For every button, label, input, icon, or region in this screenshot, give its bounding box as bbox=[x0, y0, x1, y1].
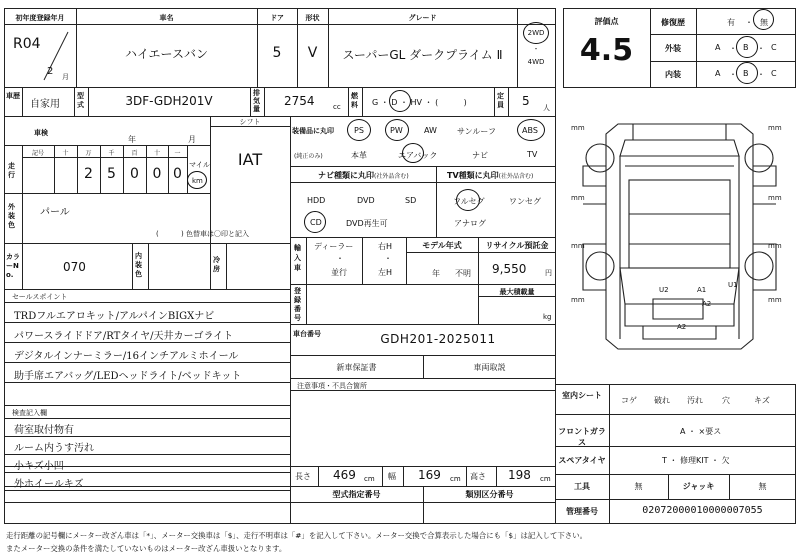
equip-aw: AW bbox=[424, 126, 437, 135]
recycle-unit: 円 bbox=[545, 269, 552, 277]
ac-label: 冷房 bbox=[213, 256, 220, 273]
divider bbox=[4, 24, 556, 25]
recycle-label: リサイクル預託金 bbox=[485, 241, 549, 250]
equip-airbag-circle bbox=[402, 143, 424, 163]
divider bbox=[650, 61, 796, 62]
class-label: 類別区分番号 bbox=[465, 490, 514, 499]
import-dot-2: ・ bbox=[384, 254, 392, 263]
control-value: 02072000010000007055 bbox=[642, 505, 763, 516]
import-dealer: ディーラー bbox=[314, 242, 354, 251]
recycle-value: 9,550 bbox=[492, 262, 527, 276]
divider bbox=[4, 382, 290, 383]
divider bbox=[4, 289, 290, 290]
divider bbox=[306, 237, 307, 284]
sales-point-item: TRDフルエアロキット/アルパインBIGXナビ bbox=[14, 311, 215, 322]
import-rh: 右H bbox=[378, 242, 393, 251]
mileage-km: km bbox=[192, 177, 203, 185]
exterior-label: 外装 bbox=[665, 44, 681, 53]
usage-value: 自家用 bbox=[30, 99, 60, 110]
divider bbox=[264, 87, 265, 116]
divider bbox=[517, 8, 518, 87]
svg-text:mm: mm bbox=[768, 124, 782, 132]
interior-item: キズ bbox=[754, 396, 770, 405]
equipment-label: 装備品に丸印 bbox=[292, 127, 334, 135]
divider bbox=[318, 466, 319, 486]
length-value: 469 bbox=[333, 468, 356, 482]
height-value: 198 bbox=[508, 468, 531, 482]
spare-value: T ・ 修理KIT ・ 欠 bbox=[662, 456, 730, 465]
divider bbox=[187, 145, 188, 193]
model-year-label: モデル年式 bbox=[422, 241, 462, 250]
divider bbox=[22, 87, 23, 116]
divider bbox=[4, 362, 290, 363]
divider bbox=[4, 466, 556, 467]
equip-airbag: エアバック bbox=[398, 151, 438, 160]
divider bbox=[290, 116, 291, 466]
width-label: 幅 bbox=[388, 472, 396, 481]
sales-points-label: セールスポイント bbox=[12, 293, 68, 301]
inspector-notes-label: 検査記入欄 bbox=[12, 409, 47, 417]
interior-a: A bbox=[715, 69, 721, 78]
color-value: パール bbox=[40, 207, 70, 218]
divider bbox=[132, 243, 133, 289]
divider bbox=[4, 243, 290, 244]
capacity-value: 5 bbox=[522, 94, 530, 108]
mileage-km-circle bbox=[187, 171, 207, 189]
equip-sunroof: サンルーフ bbox=[457, 127, 496, 136]
chassis-value: GDH201-2025011 bbox=[380, 332, 496, 346]
repair-yes: 有 bbox=[727, 18, 735, 27]
equip-leather: 本革 bbox=[351, 151, 367, 160]
repair-dot: ・ bbox=[745, 18, 753, 27]
drive-4wd: 4WD bbox=[527, 58, 545, 66]
height-unit: cm bbox=[540, 475, 551, 483]
navi-cd: CD bbox=[310, 218, 322, 227]
chassis-label: 車台番号 bbox=[293, 330, 321, 338]
navi-dvd: DVD bbox=[357, 196, 375, 205]
divider bbox=[290, 324, 556, 325]
divider bbox=[650, 34, 796, 35]
divider bbox=[306, 284, 307, 324]
mileage-digit: 5 bbox=[107, 166, 116, 182]
inspection-month: 月 bbox=[188, 135, 196, 144]
model-value: 3DF-GDH201V bbox=[125, 94, 213, 108]
divider bbox=[436, 166, 437, 237]
divider bbox=[22, 157, 187, 158]
divider bbox=[290, 166, 556, 167]
interior-c: C bbox=[771, 69, 777, 78]
repair-no: 無 bbox=[760, 18, 768, 27]
divider bbox=[494, 87, 495, 116]
divider bbox=[4, 302, 290, 303]
max-load-unit: kg bbox=[543, 313, 552, 321]
divider bbox=[4, 502, 556, 503]
shift-label: シフト bbox=[239, 118, 261, 126]
divider bbox=[22, 193, 23, 243]
tv-analog: アナログ bbox=[454, 219, 486, 228]
shape-value: V bbox=[307, 45, 318, 61]
jack-label: ジャッキ bbox=[682, 482, 715, 491]
interior-seat-label: 室内シート bbox=[562, 391, 602, 400]
max-load-label: 最大積載量 bbox=[499, 288, 535, 296]
divider bbox=[4, 490, 290, 491]
drive-2wd: 2WD bbox=[527, 29, 545, 37]
divider bbox=[4, 342, 290, 343]
repair-label: 修復歴 bbox=[661, 18, 685, 27]
usage-label: 車歴 bbox=[6, 92, 20, 100]
equip-pw: PW bbox=[390, 126, 403, 135]
equip-ps-circle bbox=[347, 119, 371, 141]
door-value: 5 bbox=[272, 45, 282, 61]
inspector-note-item: 荷室取付物有 bbox=[14, 425, 74, 436]
fuel-options: G ・ D ・ HV ・ ( ) bbox=[372, 98, 467, 107]
fuel-label: 燃料 bbox=[351, 92, 358, 109]
month-unit: 月 bbox=[62, 73, 69, 81]
divider bbox=[4, 193, 210, 194]
mileage-label: 走行 bbox=[8, 162, 15, 179]
exterior-c: C bbox=[771, 43, 777, 52]
divider bbox=[4, 405, 290, 406]
damage-a2-2: A2 bbox=[677, 323, 687, 331]
mileage-mile: マイル bbox=[189, 161, 210, 169]
windshield-value: A ・ ×要ス bbox=[680, 427, 722, 436]
car-name-label: 車名 bbox=[159, 14, 174, 22]
tv-oneseg: ワンセグ bbox=[509, 197, 541, 206]
model-label: 型式 bbox=[77, 92, 84, 109]
notices-label: 注意事項・不具合箇所 bbox=[297, 382, 367, 390]
interior-b-circle bbox=[736, 62, 758, 84]
interior-color-label: 内装色 bbox=[135, 252, 142, 278]
width-value: 169 bbox=[418, 468, 441, 482]
divider bbox=[250, 87, 251, 116]
divider bbox=[508, 87, 509, 116]
divider bbox=[4, 145, 210, 146]
divider bbox=[4, 472, 290, 473]
interior-item: 穴 bbox=[722, 396, 730, 405]
car-name: ハイエースバン bbox=[125, 47, 208, 61]
warranty-manual: 車両取説 bbox=[473, 363, 506, 372]
tv-fullseg-circle bbox=[456, 189, 480, 211]
color-no-label: カラーNo. bbox=[6, 253, 20, 279]
divider bbox=[555, 414, 796, 415]
navi-sd: SD bbox=[405, 196, 417, 205]
divider bbox=[403, 466, 404, 486]
displacement-unit: cc bbox=[333, 103, 341, 111]
repair-no-circle bbox=[753, 9, 774, 30]
tv-label: TV種類に丸印(社外品含む) bbox=[447, 171, 534, 180]
svg-text:mm: mm bbox=[768, 296, 782, 304]
equip-navi: ナビ bbox=[472, 151, 488, 160]
interior-grade-label: 内装 bbox=[665, 70, 681, 79]
navi-cd-circle bbox=[304, 211, 326, 233]
divider bbox=[696, 8, 697, 88]
reg-no-label: 登録番号 bbox=[294, 287, 301, 322]
length-unit: cm bbox=[364, 475, 375, 483]
color-label: 外装色 bbox=[8, 203, 15, 229]
divider bbox=[226, 243, 227, 289]
divider bbox=[22, 243, 23, 289]
interior-item: 汚れ bbox=[687, 396, 703, 405]
divider bbox=[148, 243, 149, 289]
displacement-label: 排気量 bbox=[253, 89, 260, 113]
navi-label: ナビ種類に丸印(社外品含む) bbox=[318, 171, 409, 180]
inspection-year: 年 bbox=[128, 135, 136, 144]
svg-text:mm: mm bbox=[768, 194, 782, 202]
capacity-label: 定員 bbox=[497, 92, 504, 109]
svg-text:mm: mm bbox=[571, 242, 585, 250]
svg-text:mm: mm bbox=[571, 194, 585, 202]
footer-line-1: 走行距離の記号欄にメーター改ざん車は「*」、メーター交換車は「$」、走行不明車は「#」を記入して下さい。メーター交換で合算表示した場合にも「$」は記入して下さい。 bbox=[6, 531, 587, 540]
divider bbox=[290, 378, 556, 379]
model-year-unknown: 不明 bbox=[455, 269, 471, 278]
divider bbox=[290, 284, 556, 285]
displacement-value: 2754 bbox=[284, 94, 315, 108]
overall-score: 4.5 bbox=[579, 33, 634, 68]
mileage-digit-label: 千 bbox=[108, 150, 115, 157]
tv-fullseg: フルセグ bbox=[453, 197, 485, 206]
divider bbox=[4, 436, 290, 437]
capacity-unit: 人 bbox=[543, 104, 550, 112]
mileage-digit-label: 百 bbox=[131, 150, 138, 157]
tools-label: 工具 bbox=[574, 482, 590, 491]
equip-pw-circle bbox=[385, 119, 409, 141]
interior-dot2: ・ bbox=[757, 70, 765, 79]
divider bbox=[362, 87, 363, 116]
color-no-value: 070 bbox=[63, 260, 86, 274]
exterior-a: A bbox=[715, 43, 721, 52]
import-dot-1: ・ bbox=[336, 254, 344, 263]
drive-dot: ・ bbox=[532, 45, 540, 53]
divider bbox=[555, 499, 796, 500]
equipment-sub: (純正のみ) bbox=[294, 153, 323, 160]
interior-dot1: ・ bbox=[729, 70, 737, 79]
damage-u2: U2 bbox=[659, 286, 669, 294]
inspection-label: 車検 bbox=[34, 129, 48, 137]
divider bbox=[210, 243, 211, 289]
mileage-digit-label: 十 bbox=[153, 150, 160, 157]
import-lh: 左H bbox=[378, 268, 393, 277]
divider bbox=[382, 466, 383, 486]
equip-abs: ABS bbox=[522, 126, 538, 135]
damage-u1: U1 bbox=[728, 281, 738, 289]
divider bbox=[348, 87, 349, 116]
divider bbox=[609, 384, 610, 524]
type-designation-label: 型式指定番号 bbox=[332, 490, 381, 499]
mileage-digit: 0 bbox=[173, 166, 182, 182]
divider bbox=[362, 237, 363, 284]
inspector-note-item: ルーム内うす汚れ bbox=[14, 443, 94, 454]
navi-hdd: HDD bbox=[307, 196, 326, 205]
door-label: ドア bbox=[270, 14, 284, 22]
first-reg-month: 2 bbox=[47, 66, 54, 77]
car-damage-diagram bbox=[563, 94, 796, 384]
model-year-year: 年 bbox=[432, 269, 440, 278]
first-reg-era: R04 bbox=[13, 36, 41, 52]
drive-2wd-circle bbox=[523, 22, 549, 44]
color-change-note: ( ) 色替車は〇印と記入 bbox=[156, 230, 249, 238]
interior-b: B bbox=[743, 69, 749, 78]
divider bbox=[290, 182, 556, 183]
exterior-dot1: ・ bbox=[729, 44, 737, 53]
control-label: 管理番号 bbox=[566, 507, 598, 516]
sales-point-item: 助手席エアバッグ/LEDヘッドライト/ベッドキット bbox=[14, 371, 242, 382]
warranty-new: 新車保証書 bbox=[336, 363, 377, 372]
mileage-digit-label: 記号 bbox=[31, 150, 44, 157]
mileage-digit: 2 bbox=[84, 166, 93, 182]
overall-label: 評価点 bbox=[594, 17, 619, 26]
first-reg-label: 初年度登録年月 bbox=[15, 14, 65, 22]
exterior-dot2: ・ bbox=[757, 44, 765, 53]
divider bbox=[4, 418, 290, 419]
length-label: 長さ bbox=[295, 472, 311, 481]
grade-label: グレード bbox=[408, 14, 437, 22]
divider bbox=[496, 466, 497, 486]
divider bbox=[555, 474, 796, 475]
divider bbox=[4, 486, 556, 487]
damage-a1: A1 bbox=[697, 286, 707, 294]
mileage-digit-label: 万 bbox=[85, 150, 92, 157]
inspector-note-item: 外ホイールキズ bbox=[14, 479, 84, 490]
damage-a2-1: A2 bbox=[702, 300, 712, 308]
jack-value: 無 bbox=[758, 482, 767, 491]
navi-dvd-play: DVD再生可 bbox=[346, 219, 388, 228]
svg-text:mm: mm bbox=[571, 296, 585, 304]
sales-point-item: パワースライドドア/RTタイヤ/天井カーゴライト bbox=[14, 331, 234, 342]
interior-item: コゲ bbox=[621, 396, 637, 405]
divider bbox=[406, 252, 556, 253]
import-parallel: 並行 bbox=[331, 268, 347, 277]
svg-text:mm: mm bbox=[768, 242, 782, 250]
equip-abs-circle bbox=[517, 119, 545, 141]
interior-item: 破れ bbox=[654, 396, 670, 405]
fuel-d-circle bbox=[389, 90, 411, 112]
inspector-note-item: 小キズ小凹 bbox=[14, 461, 64, 472]
width-unit: cm bbox=[450, 475, 461, 483]
sales-point-item: デジタルインナーミラー/16インチアルミホイール bbox=[14, 351, 239, 362]
tools-value: 無 bbox=[634, 482, 643, 491]
divider bbox=[4, 87, 556, 88]
mileage-digit-label: 十 bbox=[62, 150, 69, 157]
exterior-b-circle bbox=[736, 36, 758, 58]
mileage-digit: 0 bbox=[130, 166, 139, 182]
height-label: 高さ bbox=[470, 472, 486, 481]
mileage-digit-label: 一 bbox=[174, 150, 181, 157]
grade-value: スーパーGL ダークプライム Ⅱ bbox=[342, 48, 503, 62]
divider bbox=[74, 87, 75, 116]
divider bbox=[4, 322, 290, 323]
footer-line-2: またメーター交換の条件を満たしていないものはメーター改ざん車扱いとなります。 bbox=[6, 544, 287, 553]
equip-ps: PS bbox=[354, 126, 364, 135]
mileage-digit: 0 bbox=[152, 166, 162, 182]
import-label: 輸入車 bbox=[294, 244, 301, 272]
spare-label: スペアタイヤ bbox=[558, 456, 606, 465]
windshield-label: フロントガラス bbox=[558, 427, 606, 447]
divider bbox=[4, 454, 290, 455]
exterior-b: B bbox=[743, 43, 749, 52]
shift-value: IAT bbox=[237, 150, 263, 169]
svg-text:mm: mm bbox=[571, 124, 585, 132]
shape-label: 形状 bbox=[305, 14, 320, 22]
divider bbox=[466, 466, 467, 486]
divider bbox=[290, 237, 556, 238]
equip-tv: TV bbox=[527, 150, 538, 159]
